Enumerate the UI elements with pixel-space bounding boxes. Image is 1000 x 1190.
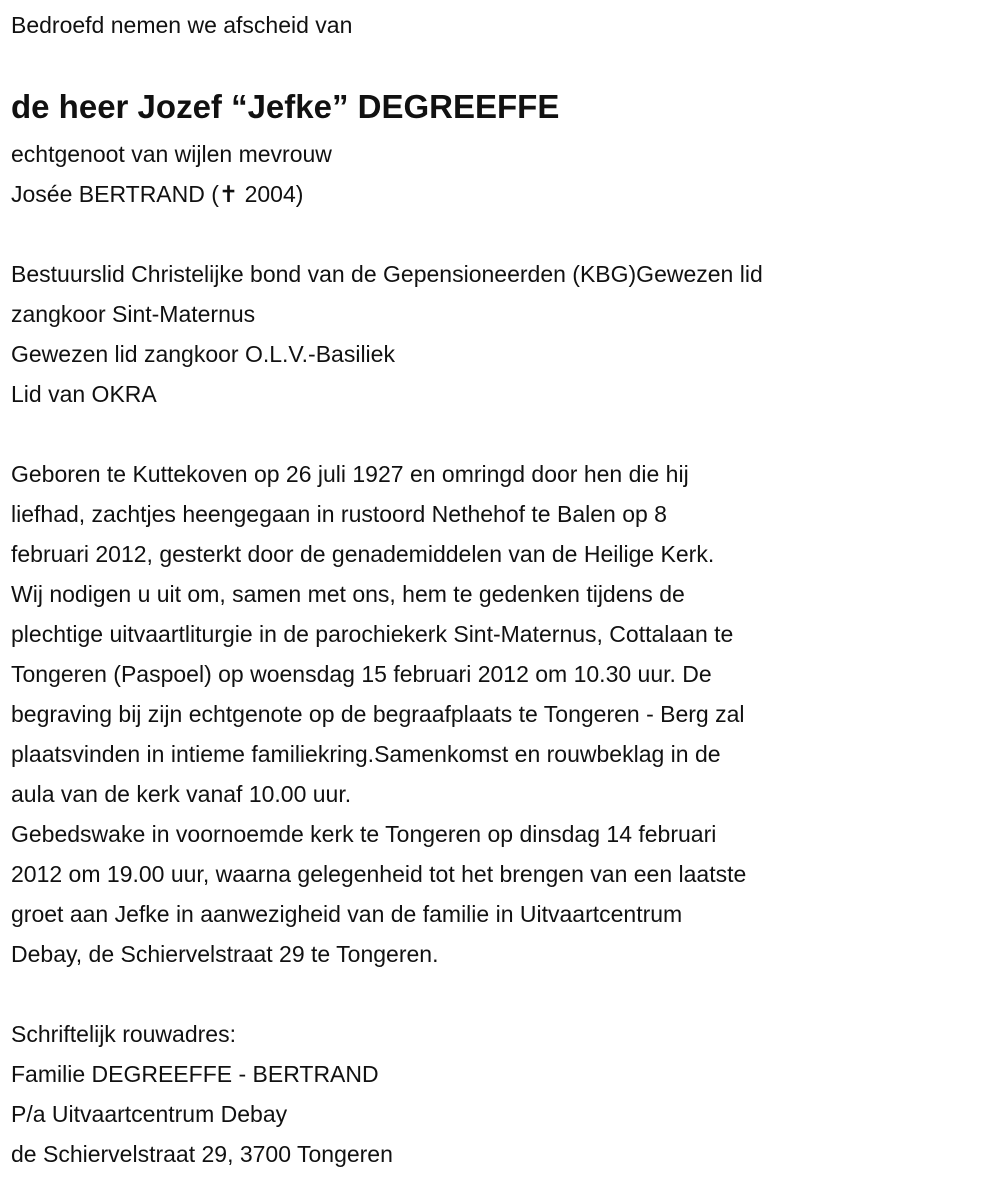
- spacer: [11, 414, 1000, 454]
- address-line: Familie DEGREEFFE - BERTRAND: [11, 1061, 379, 1087]
- address-line: P/a Uitvaartcentrum Debay: [11, 1101, 288, 1127]
- address-section: [11, 1014, 1000, 1174]
- spacer: [11, 214, 1000, 254]
- announcement-line: begraving bij zijn echtgenote op de begraafplaats te Tongeren - Berg zal: [11, 701, 745, 727]
- spouse-line: echtgenoot van wijlen mevrouw: [11, 141, 332, 167]
- spouse-section: [11, 134, 1000, 214]
- announcement-line: plaatsvinden in intieme familiekring.Samenkomst en rouwbeklag in de: [11, 741, 721, 767]
- announcement-line: 2012 om 19.00 uur, waarna gelegenheid tot het brengen van een laatste: [11, 861, 747, 887]
- intro-text: Bedroefd nemen we afscheid van: [11, 12, 353, 38]
- announcement-line: Tongeren (Paspoel) op woensdag 15 februari 2012 om 10.30 uur. De: [11, 661, 712, 687]
- memberships-section: [11, 254, 1000, 414]
- membership-line: zangkoor Sint-Maternus: [11, 301, 256, 327]
- announcement-line: Gebedswake in voornoemde kerk te Tongeren op dinsdag 14 februari: [11, 821, 717, 847]
- announcement-section: [11, 454, 1000, 974]
- spacer: [11, 974, 1000, 1014]
- membership-line: Bestuurslid Christelijke bond van de Gepensioneerden (KBG)Gewezen lid: [11, 261, 763, 287]
- spouse-line: Josée BERTRAND (✝ 2004): [11, 181, 304, 207]
- announcement-line: Debay, de Schiervelstraat 29 te Tongeren.: [11, 941, 439, 967]
- announcement-line: Wij nodigen u uit om, samen met ons, hem te gedenken tijdens de: [11, 581, 685, 607]
- deceased-name: de heer Jozef “Jefke” DEGREEFFE: [11, 88, 560, 125]
- announcement-line: februari 2012, gesterkt door de genademiddelen van de Heilige Kerk.: [11, 541, 715, 567]
- address-line: Schriftelijk rouwadres:: [11, 1021, 236, 1047]
- membership-line: Lid van OKRA: [11, 381, 157, 407]
- announcement-line: Geboren te Kuttekoven op 26 juli 1927 en omringd door hen die hij: [11, 461, 689, 487]
- address-line: de Schiervelstraat 29, 3700 Tongeren: [11, 1141, 393, 1167]
- announcement-line: aula van de kerk vanaf 10.00 uur.: [11, 781, 352, 807]
- announcement-line: liefhad, zachtjes heengegaan in rustoord Nethehof te Balen op 8: [11, 501, 667, 527]
- announcement-line: groet aan Jefke in aanwezigheid van de familie in Uitvaartcentrum: [11, 901, 683, 927]
- membership-line: Gewezen lid zangkoor O.L.V.-Basiliek: [11, 341, 395, 367]
- announcement-line: plechtige uitvaartliturgie in de parochiekerk Sint-Maternus, Cottalaan te: [11, 621, 734, 647]
